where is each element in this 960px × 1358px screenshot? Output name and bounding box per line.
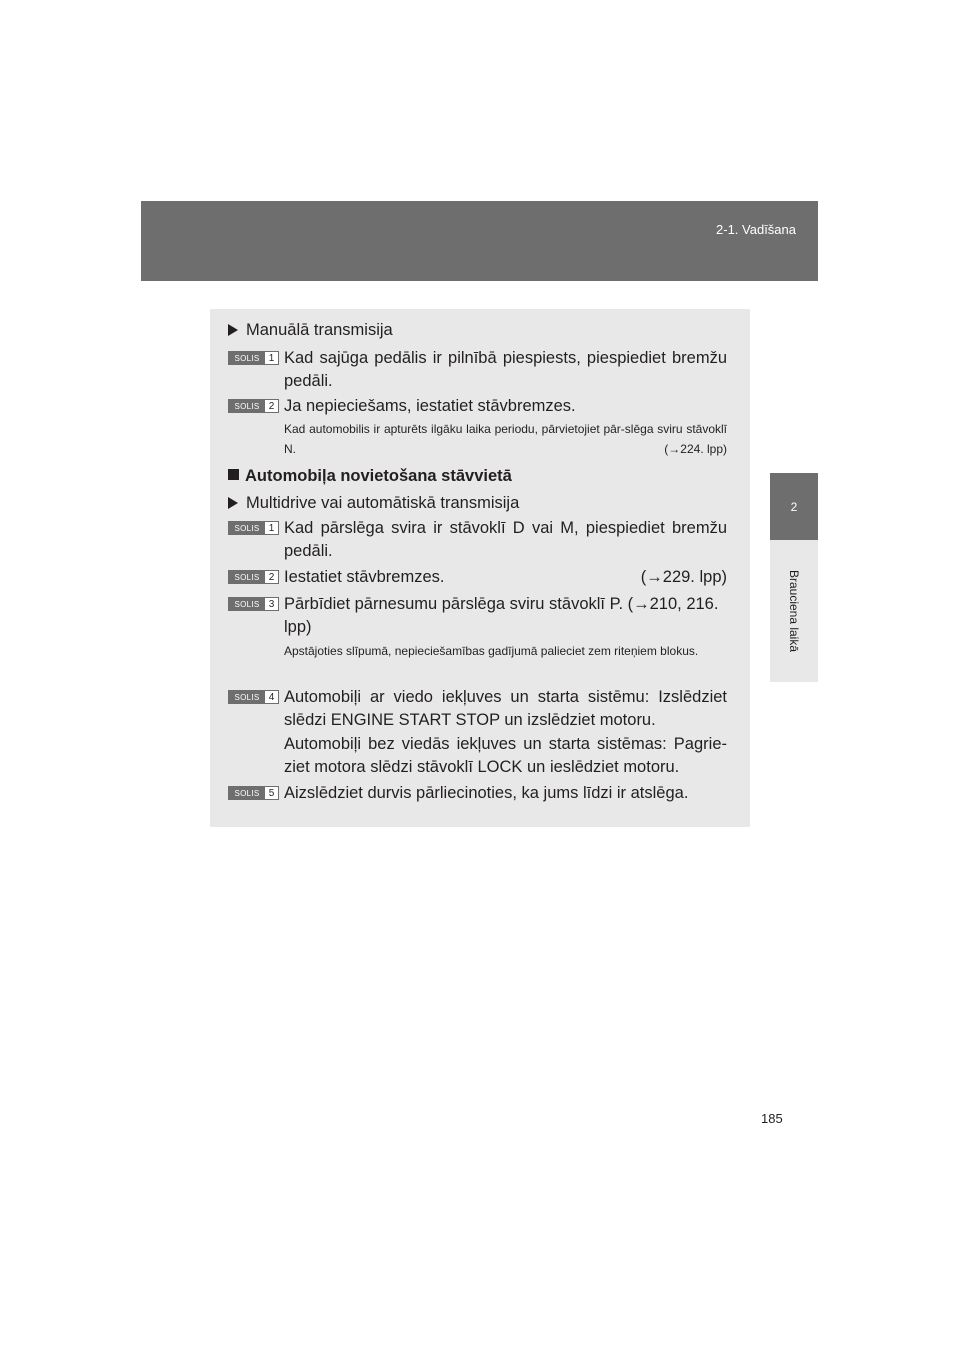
page-reference: (→224. lpp) [664, 442, 727, 456]
step-text: Aizslēdziet durvis pārliecinoties, ka jums līdzi ir atslēga. [284, 784, 689, 802]
step-badge: SOLIS 1 [228, 521, 279, 535]
step-badge: SOLIS 4 [228, 690, 279, 704]
manual-note: Kad automobilis ir apturēts ilgāku laika periodu, pārvietojiet pār-slēga sviru stāvoklī N. (→224. lpp) [284, 419, 727, 459]
header-band [141, 201, 818, 281]
manual-heading: Manuālā transmisija [228, 321, 393, 340]
step-text: Kad sajūga pedālis ir pilnībā piespiests, piespiediet bremžu pedāli. [284, 349, 727, 390]
auto-note: Apstājoties slīpumā, nepieciešamības gadījumā palieciet zem riteņiem blokus. [284, 644, 699, 658]
step-text: Iestatiet stāvbremzes. (→229. lpp) [284, 566, 727, 589]
step-badge: SOLIS 2 [228, 570, 279, 584]
step-text: Pārbīdiet pārnesumu pārslēga sviru stāvoklī P. (→210, 216. lpp) [284, 595, 719, 636]
section-heading: Automobiļa novietošana stāvvietā [228, 467, 512, 486]
square-bullet-icon [228, 469, 239, 480]
section-title: 2-1. Vadīšana [716, 222, 796, 237]
content-box [210, 309, 750, 827]
auto-heading: Multidrive vai automātiskā transmisija [228, 494, 519, 513]
chapter-number-tab: 2 [770, 473, 818, 540]
step-text: Kad pārslēga svira ir stāvoklī D vai M, piespiediet bremžu pedāli. [284, 519, 727, 560]
step-badge: SOLIS 3 [228, 597, 279, 611]
chapter-label-tab [770, 540, 818, 682]
step-text: Ja nepieciešams, iestatiet stāvbremzes. [284, 397, 576, 415]
step-badge: SOLIS 5 [228, 786, 279, 800]
step-text: Automobiļi ar viedo iekļuves un starta sistēmu: Izslēdziet slēdzi ENGINE START STOP un izslēdziet motoru. [284, 688, 727, 729]
page-reference: (→229. lpp) [640, 568, 727, 586]
triangle-bullet-icon [228, 497, 238, 509]
step-badge: SOLIS 2 [228, 399, 279, 413]
triangle-bullet-icon [228, 324, 238, 336]
page-number: 185 [761, 1111, 783, 1126]
chapter-label: Brauciena laikā [787, 569, 801, 653]
step-badge: SOLIS 1 [228, 351, 279, 365]
step-text-continued: Automobiļi bez viedās iekļuves un starta sistēmas: Pagrie-ziet motora slēdzi stāvoklī LOCK un ieslēdziet motoru. [284, 735, 727, 776]
